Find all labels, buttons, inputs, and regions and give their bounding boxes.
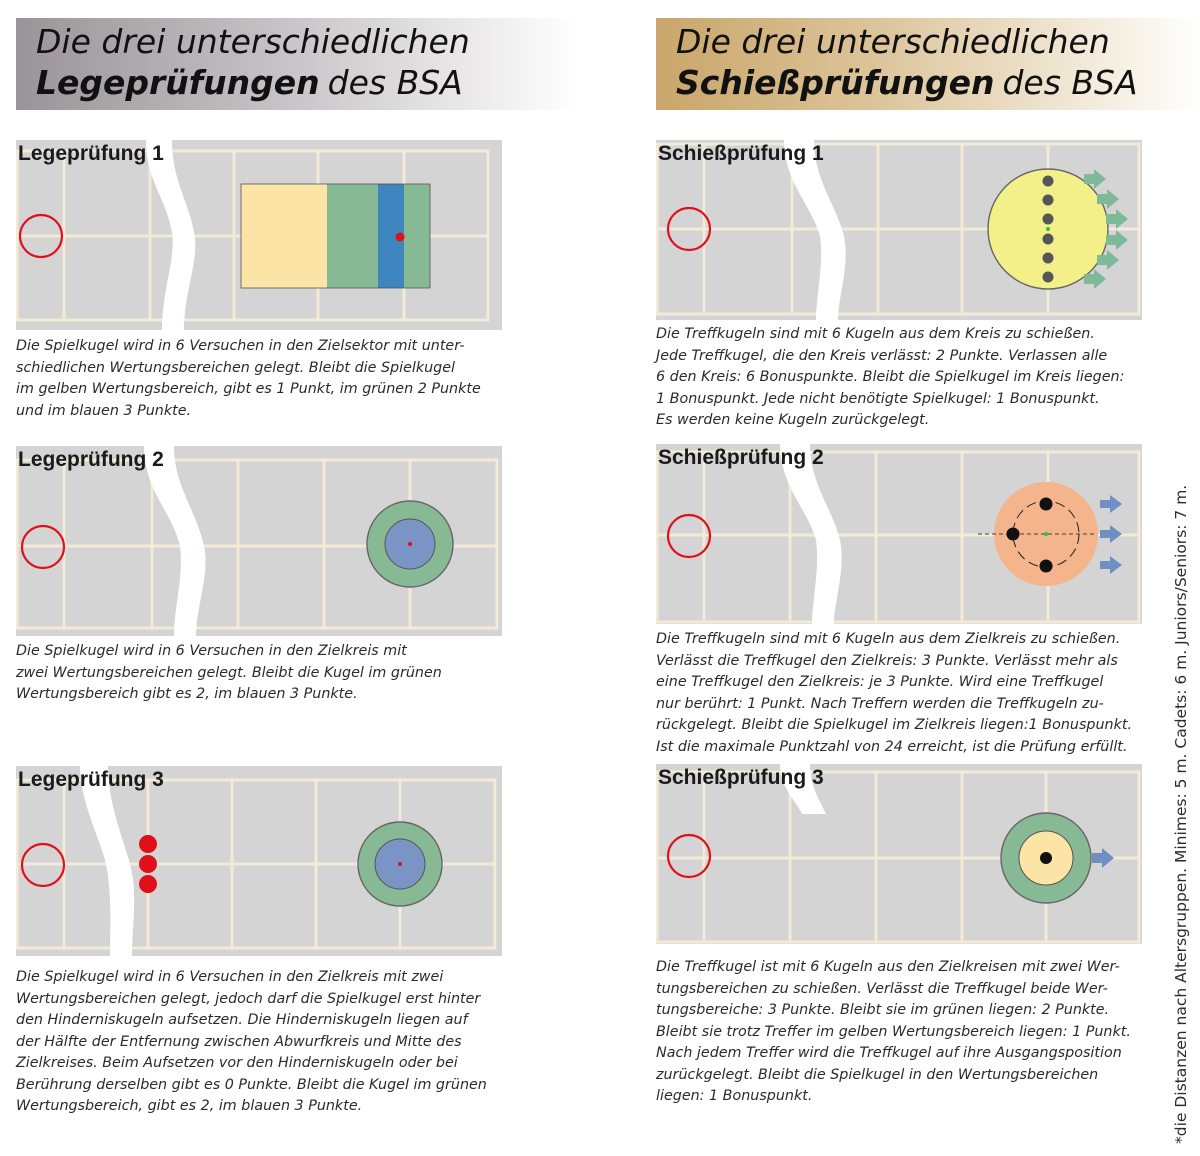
diagram-legepruefung-2-graphic — [16, 446, 502, 636]
header-legepruefungen — [16, 18, 578, 110]
diagram-schiesspruefung-3-graphic — [656, 764, 1142, 944]
header-schiesspruefungen — [656, 18, 1200, 110]
legepruefung-1-description: Die Spielkugel wird in 6 Versuchen in den Zielsektor mit unter- schiedlichen Wertungsbereichen gelegt. Bleibt die Spielkugel im gelben Wertungsbereich, gibt es 1 Punkt, im grünen 2 Punkte und im blauen 3 Punkte. — [16, 338, 481, 419]
diagram-legepruefung-3 — [16, 766, 502, 956]
diagram-legepruefung-2 — [16, 446, 502, 636]
schiesspruefung-3-description: Die Treffkugel ist mit 6 Kugeln aus den Zielkreisen mit zwei Wer- tungsbereichen zu schießen. Verlässt die Treffkugel beide Wer- tungsbereiche: 3 Punkte. Bleibt sie im grünen liegen: 2 Punkte. Bleibt sie trotz Treffer im gelben Wertungsbereich liegen: 1 Punkt. Nach jedem Treffer wird die Treffkugel auf ihre Ausgangsposition zurückgelegt. Bleibt die Spielkugel in den Wertungsbereichen liegen: 1 Bonuspunkt. — [656, 959, 1131, 1104]
header-right-rest: des BSA — [1002, 63, 1138, 102]
header-right-line2 — [676, 62, 1200, 104]
legepruefung-1-title: Legeprüfung 1 — [18, 142, 164, 165]
diagram-schiesspruefung-1 — [656, 140, 1142, 320]
diagram-legepruefung-1 — [16, 140, 502, 330]
header-left-bold: Legeprüfungen — [36, 63, 320, 102]
schiesspruefung-2-description: Die Treffkugeln sind mit 6 Kugeln aus dem Zielkreis zu schießen. Verlässt die Treffkugel den Zielkreis: 3 Punkte. Verlässt mehr als eine Treffkugel den Zielkreis: je 3 Punkte. Wird eine Treffkugel nur berührt: 1 Punkt. Nach Treffern werden die Treffkugeln zu- rückgelegt. Bleibt die Spielkugel im Zielkreis liegen:1 Bonuspunkt. Ist die maximale Punktzahl von 24 erreicht, ist die Prüfung erfüllt. — [656, 631, 1133, 755]
schiesspruefung-1-description: Die Treffkugeln sind mit 6 Kugeln aus dem Kreis zu schießen. Jede Treffkugel, die den Kreis verlässt: 2 Punkte. Verlassen alle 6 den Kreis: 6 Bonuspunkte. Bleibt die Spielkugel im Kreis liegen: 1 Bonuspunkt. Jede nicht benötigte Spielkugel: 1 Bonuspunkt. Es werden keine Kugeln zurückgelegt. — [656, 326, 1125, 428]
legepruefung-2-title: Legeprüfung 2 — [18, 448, 164, 471]
legepruefung-2-description: Die Spielkugel wird in 6 Versuchen in den Zielkreis mit zwei Wertungsbereichen gelegt. Bleibt die Kugel im grünen Wertungsbereich gibt es 2, im blauen 3 Punkte. — [16, 643, 442, 702]
legepruefung-3-title: Legeprüfung 3 — [18, 768, 164, 791]
diagram-schiesspruefung-2-graphic — [656, 444, 1142, 624]
diagram-schiesspruefung-1-graphic — [656, 140, 1142, 320]
schiesspruefung-1-title: Schießprüfung 1 — [658, 142, 824, 165]
legepruefung-3-description: Die Spielkugel wird in 6 Versuchen in den Zielkreis mit zwei Wertungsbereichen gelegt, jedoch darf die Spielkugel erst hinter den Hinderniskugeln aufsetzen. Die Hinderniskugeln liegen auf der Hälfte der Entfernung zwischen Abwurfkreis und Mitte des Zielkreises. Beim Aufsetzen vor den Hinderniskugeln oder bei Berührung derselben gibt es 0 Punkte. Bleibt die Kugel im grünen Wertungsbereich, gibt es 2, im blauen 3 Punkte. — [16, 969, 487, 1114]
side-note-distances: *die Distanzen nach Altersgruppen. Minimes: 5 m. Cadets: 6 m. Juniors/Seniors: 7 m. — [1172, 484, 1190, 1144]
schiesspruefung-2-title: Schießprüfung 2 — [658, 446, 824, 469]
header-right-line1: Die drei unterschiedlichen — [676, 22, 1110, 61]
header-left-rest: des BSA — [327, 63, 463, 102]
header-left-line1: Die drei unterschiedlichen — [36, 22, 470, 61]
header-left-line2 — [36, 62, 578, 104]
diagram-legepruefung-1-graphic — [16, 140, 502, 330]
schiesspruefung-3-title: Schießprüfung 3 — [658, 766, 824, 789]
header-right-bold: Schießprüfungen — [676, 63, 995, 102]
diagram-schiesspruefung-3 — [656, 764, 1142, 944]
diagram-schiesspruefung-2 — [656, 444, 1142, 624]
diagram-legepruefung-3-graphic — [16, 766, 502, 956]
